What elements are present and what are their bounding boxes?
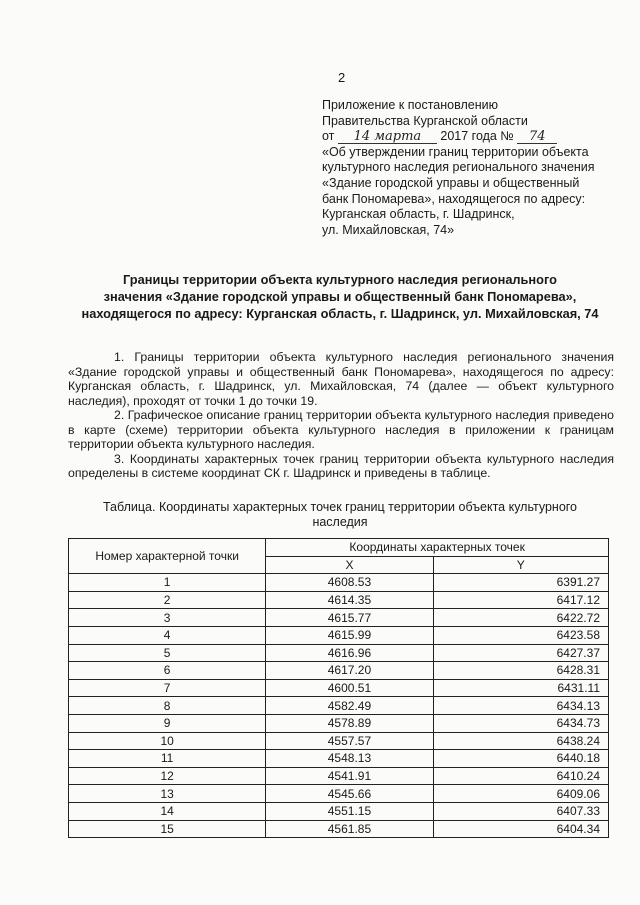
point-number-cell: 11	[69, 750, 266, 768]
point-number-cell: 8	[69, 697, 266, 715]
x-coordinate-cell: 4578.89	[266, 714, 433, 732]
handwritten-number: 74	[517, 130, 557, 144]
page-number: 2	[338, 70, 346, 85]
x-coordinate-cell: 4541.91	[266, 767, 433, 785]
x-coordinate-cell: 4548.13	[266, 750, 433, 768]
y-coordinate-cell: 6427.37	[433, 644, 608, 662]
x-coordinate-cell: 4608.53	[266, 574, 433, 592]
y-coordinate-cell: 6431.11	[433, 679, 608, 697]
point-number-cell: 7	[69, 679, 266, 697]
y-coordinate-cell: 6428.31	[433, 662, 608, 680]
x-coordinate-cell: 4615.99	[266, 626, 433, 644]
table-row	[69, 609, 609, 627]
y-coordinate-cell: 6423.58	[433, 626, 608, 644]
y-coordinate-cell: 6391.27	[433, 574, 608, 592]
x-coordinate-cell: 4551.15	[266, 802, 433, 820]
appendix-about-line: Курганская область, г. Шадринск,	[322, 207, 515, 222]
column-header-x: X	[266, 556, 433, 574]
y-coordinate-cell: 6422.72	[433, 609, 608, 627]
table-row	[69, 785, 609, 803]
x-coordinate-cell: 4545.66	[266, 785, 433, 803]
x-coordinate-cell: 4600.51	[266, 679, 433, 697]
column-header-y: Y	[433, 556, 608, 574]
table-row	[69, 644, 609, 662]
point-number-cell: 15	[69, 820, 266, 838]
y-coordinate-cell: 6434.13	[433, 697, 608, 715]
table-caption: Таблица. Координаты характерных точек границ территории объекта культурного наследия	[102, 500, 578, 529]
table-row	[69, 626, 609, 644]
point-number-cell: 9	[69, 714, 266, 732]
coordinates-table-body	[69, 574, 609, 838]
table-row	[69, 714, 609, 732]
y-coordinate-cell: 6438.24	[433, 732, 608, 750]
x-coordinate-cell: 4582.49	[266, 697, 433, 715]
table-row	[69, 697, 609, 715]
appendix-header	[322, 98, 622, 238]
appendix-about-line: «Об утверждении границ территории объекта	[322, 144, 589, 159]
appendix-date-line	[322, 129, 622, 145]
x-coordinate-cell: 4557.57	[266, 732, 433, 750]
handwritten-date: 14 марта	[338, 130, 437, 144]
table-row	[69, 591, 609, 609]
x-coordinate-cell: 4561.85	[266, 820, 433, 838]
paragraph: 1. Границы территории объекта культурного наследия регионального значения «Здание городской управы и общественный банк Пономарева», находящегося по адресу: Курганская область, г. Шадринск, ул. Михайловская, 74 (далее — объект культурного наследия), проходят от точки 1 до точки 19.	[68, 350, 614, 408]
x-coordinate-cell: 4617.20	[266, 662, 433, 680]
title-line: находящегося по адресу: Курганская область, г. Шадринск, ул. Михайловская, 74	[81, 306, 599, 321]
y-coordinate-cell: 6409.06	[433, 785, 608, 803]
table-row	[69, 732, 609, 750]
x-coordinate-cell: 4615.77	[266, 609, 433, 627]
point-number-cell: 1	[69, 574, 266, 592]
point-number-cell: 3	[69, 609, 266, 627]
table-row	[69, 662, 609, 680]
table-row	[69, 679, 609, 697]
title-line: Границы территории объекта культурного наследия регионального	[123, 272, 557, 287]
table-row	[69, 820, 609, 838]
appendix-line-1: Приложение к постановлению	[322, 98, 498, 112]
document-body	[68, 350, 614, 481]
y-coordinate-cell: 6407.33	[433, 802, 608, 820]
from-prefix: от	[322, 129, 335, 144]
appendix-about-line: банк Пономарева», находящегося по адресу:	[322, 191, 586, 206]
table-row	[69, 767, 609, 785]
document-title	[50, 271, 630, 322]
column-header-coordinates: Координаты характерных точек	[266, 539, 609, 557]
y-coordinate-cell: 6417.12	[433, 591, 608, 609]
y-coordinate-cell: 6434.73	[433, 714, 608, 732]
coordinates-table	[68, 538, 609, 838]
paragraph: 3. Координаты характерных точек границ территории объекта культурного наследия определены в системе координат СК г. Шадринск и приведены в таблице.	[68, 451, 614, 480]
point-number-cell: 2	[69, 591, 266, 609]
x-coordinate-cell: 4616.96	[266, 644, 433, 662]
y-coordinate-cell: 6404.34	[433, 820, 608, 838]
paragraph: 2. Графическое описание границ территории объекта культурного наследия приведено в карте (схеме) территории объекта культурного наследия в приложении к границам территории объекта культурного наследия.	[68, 408, 614, 451]
point-number-cell: 14	[69, 802, 266, 820]
table-row	[69, 750, 609, 768]
table-row	[69, 802, 609, 820]
point-number-cell: 4	[69, 626, 266, 644]
table-row	[69, 574, 609, 592]
appendix-about	[322, 145, 622, 239]
x-coordinate-cell: 4614.35	[266, 591, 433, 609]
y-coordinate-cell: 6410.24	[433, 767, 608, 785]
point-number-cell: 13	[69, 785, 266, 803]
point-number-cell: 10	[69, 732, 266, 750]
appendix-about-line: ул. Михайловская, 74»	[322, 222, 455, 237]
appendix-about-line: «Здание городской управы и общественный	[322, 175, 580, 190]
column-header-point: Номер характерной точки	[69, 539, 266, 574]
title-line: значения «Здание городской управы и общественный банк Пономарева»,	[103, 289, 577, 304]
appendix-about-line: культурного наследия регионального значения	[322, 160, 595, 175]
point-number-cell: 12	[69, 767, 266, 785]
appendix-line-2: Правительства Курганской области	[322, 113, 528, 128]
year-text: 2017 года №	[440, 129, 514, 144]
y-coordinate-cell: 6440.18	[433, 750, 608, 768]
point-number-cell: 6	[69, 662, 266, 680]
point-number-cell: 5	[69, 644, 266, 662]
